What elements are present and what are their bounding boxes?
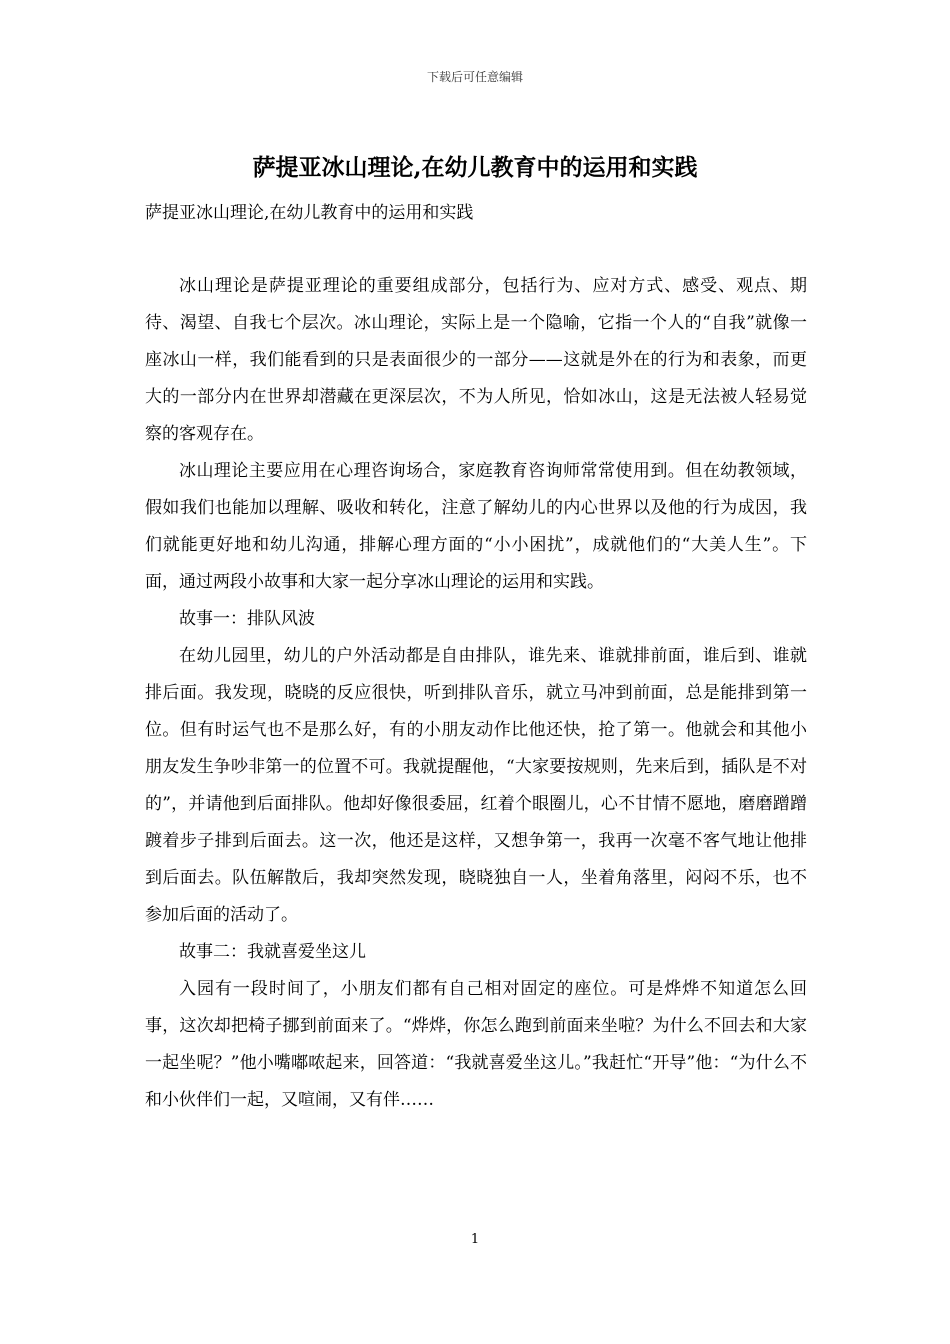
story-one-heading: 故事一：排队风波 [179, 609, 315, 629]
paragraph-application: 冰山理论主要应用在心理咨询场合，家庭教育咨询师常常使用到。但在幼教领域，假如我们也能加以理解、吸收和转化，注意了解幼儿的内心世界以及他的行为成因，我们就能更好地和幼儿沟通，排解心理方面的“小小困扰”，成就他们的“大美人生”。下面，通过两段小故事和大家一起分享冰山理论的运用和实践。 [145, 461, 807, 592]
document-title: 萨提亚冰山理论,在幼儿教育中的运用和实践 [252, 154, 698, 181]
document-subtitle: 萨提亚冰山理论,在幼儿教育中的运用和实践 [145, 203, 474, 223]
page-header-note: 下载后可任意编辑 [426, 70, 523, 84]
page-number: 1 [470, 1232, 480, 1247]
document-body [145, 268, 807, 1119]
paragraph-story-two: 入园有一段时间了，小朋友们都有自己相对固定的座位。可是烨烨不知道怎么回事，这次却把椅子挪到前面来了。“烨烨，你怎么跑到前面来坐啦？为什么不回去和大家一起坐呢？”他小嘴嘟哝起来，回答道：“我就喜爱坐这儿。”我赶忙“开导”他：“为什么不和小伙伴们一起，又喧闹，又有伴…… [145, 979, 807, 1110]
paragraph-intro: 冰山理论是萨提亚理论的重要组成部分，包括行为、应对方式、感受、观点、期待、渴望、自我七个层次。冰山理论，实际上是一个隐喻，它指一个人的“自我”就像一座冰山一样，我们能看到的只是表面很少的一部分——这就是外在的行为和表象，而更大的一部分内在世界却潜藏在更深层次，不为人所见，恰如冰山，这是无法被人轻易觉察的客观存在。 [145, 276, 807, 444]
story-two-heading: 故事二：我就喜爱坐这儿 [179, 942, 366, 962]
paragraph-story-one: 在幼儿园里，幼儿的户外活动都是自由排队，谁先来、谁就排前面，谁后到、谁就排后面。我发现，晓晓的反应很快，听到排队音乐，就立马冲到前面，总是能排到第一位。但有时运气也不是那么好，有的小朋友动作比他还快，抢了第一。他就会和其他小朋友发生争吵非第一的位置不可。我就提醒他，“大家要按规则，先来后到，插队是不对的”，并请他到后面排队。他却好像很委屈，红着个眼圈儿，心不甘情不愿地，磨磨蹭蹭踱着步子排到后面去。这一次，他还是这样，又想争第一，我再一次毫不客气地让他排到后面去。队伍解散后，我却突然发现，晓晓独自一人，坐着角落里，闷闷不乐，也不参加后面的活动了。 [145, 646, 807, 925]
